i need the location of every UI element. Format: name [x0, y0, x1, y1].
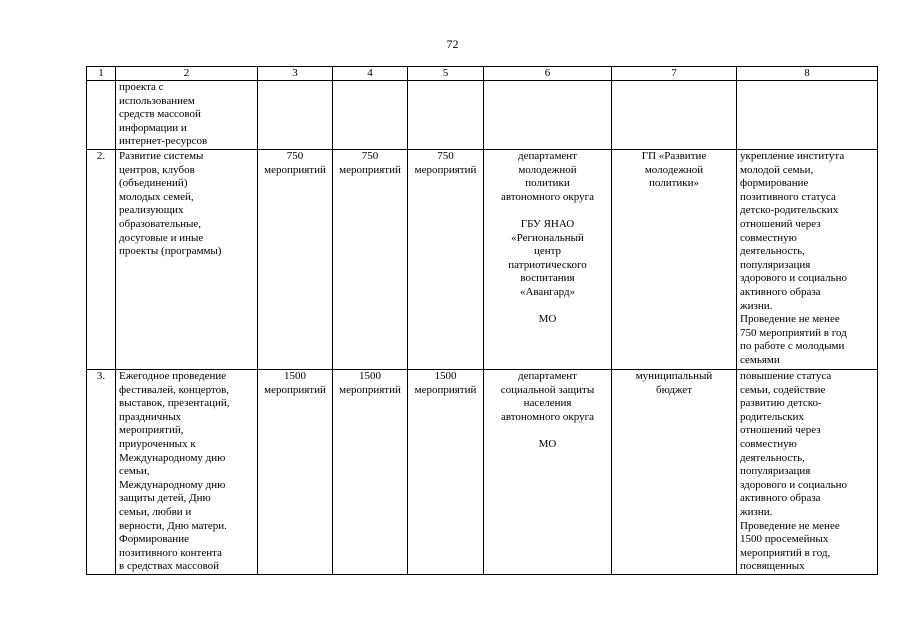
year-2-value [333, 81, 408, 150]
column-number-3: 3 [258, 67, 333, 81]
funding-source: ГП «Развитие молодежной политики» [612, 149, 737, 369]
expected-result: укрепление института молодой семьи, формирование позитивного статуса детско-родительских отношений через совместную деятельность, популяризация здорового и социально активного образа жизни. Проведение не менее 750 мероприятий в год по работе с молодыми семьями [737, 149, 878, 369]
year-2-value: 750 мероприятий [333, 149, 408, 369]
table-row [87, 369, 878, 574]
year-3-value: 1500 мероприятий [408, 369, 484, 574]
year-1-value: 1500 мероприятий [258, 369, 333, 574]
column-number-row [87, 67, 878, 81]
measure-name: Развитие системы центров, клубов (объединений) молодых семей, реализующих образовательные, досуговые и иные проекты (программы) [116, 149, 258, 369]
year-3-value: 750 мероприятий [408, 149, 484, 369]
column-number-8: 8 [737, 67, 878, 81]
year-1-value: 750 мероприятий [258, 149, 333, 369]
row-number: 3. [87, 369, 116, 574]
executor [484, 81, 612, 150]
column-number-5: 5 [408, 67, 484, 81]
executor: департамент социальной защиты населения автономного округа МО [484, 369, 612, 574]
table-row [87, 81, 878, 150]
funding-source [612, 81, 737, 150]
year-3-value [408, 81, 484, 150]
executor: департамент молодежной политики автономного округа ГБУ ЯНАО «Региональный центр патриотического воспитания «Авангард» МО [484, 149, 612, 369]
funding-source: муниципальный бюджет [612, 369, 737, 574]
expected-result [737, 81, 878, 150]
column-number-4: 4 [333, 67, 408, 81]
measure-name: проекта с использованием средств массовой информации и интернет-ресурсов [116, 81, 258, 150]
measures-table [86, 66, 878, 575]
column-number-2: 2 [116, 67, 258, 81]
year-2-value: 1500 мероприятий [333, 369, 408, 574]
expected-result: повышение статуса семьи, содействие развитию детско- родительских отношений через совместную деятельность, популяризация здорового и социально активного образа жизни. Проведение не менее 1500 просемейных мероприятий в год, посвященных [737, 369, 878, 574]
table-row [87, 149, 878, 369]
column-number-1: 1 [87, 67, 116, 81]
row-number [87, 81, 116, 150]
column-number-6: 6 [484, 67, 612, 81]
page-number: 72 [446, 37, 459, 51]
row-number: 2. [87, 149, 116, 369]
column-number-7: 7 [612, 67, 737, 81]
year-1-value [258, 81, 333, 150]
measure-name: Ежегодное проведение фестивалей, концертов, выставок, презентаций, праздничных мероприятий, приуроченных к Международному дню семьи, Международному дню защиты детей, Дню семьи, любви и верности, Дню матери. Формирование позитивного контента в средствах массовой [116, 369, 258, 574]
